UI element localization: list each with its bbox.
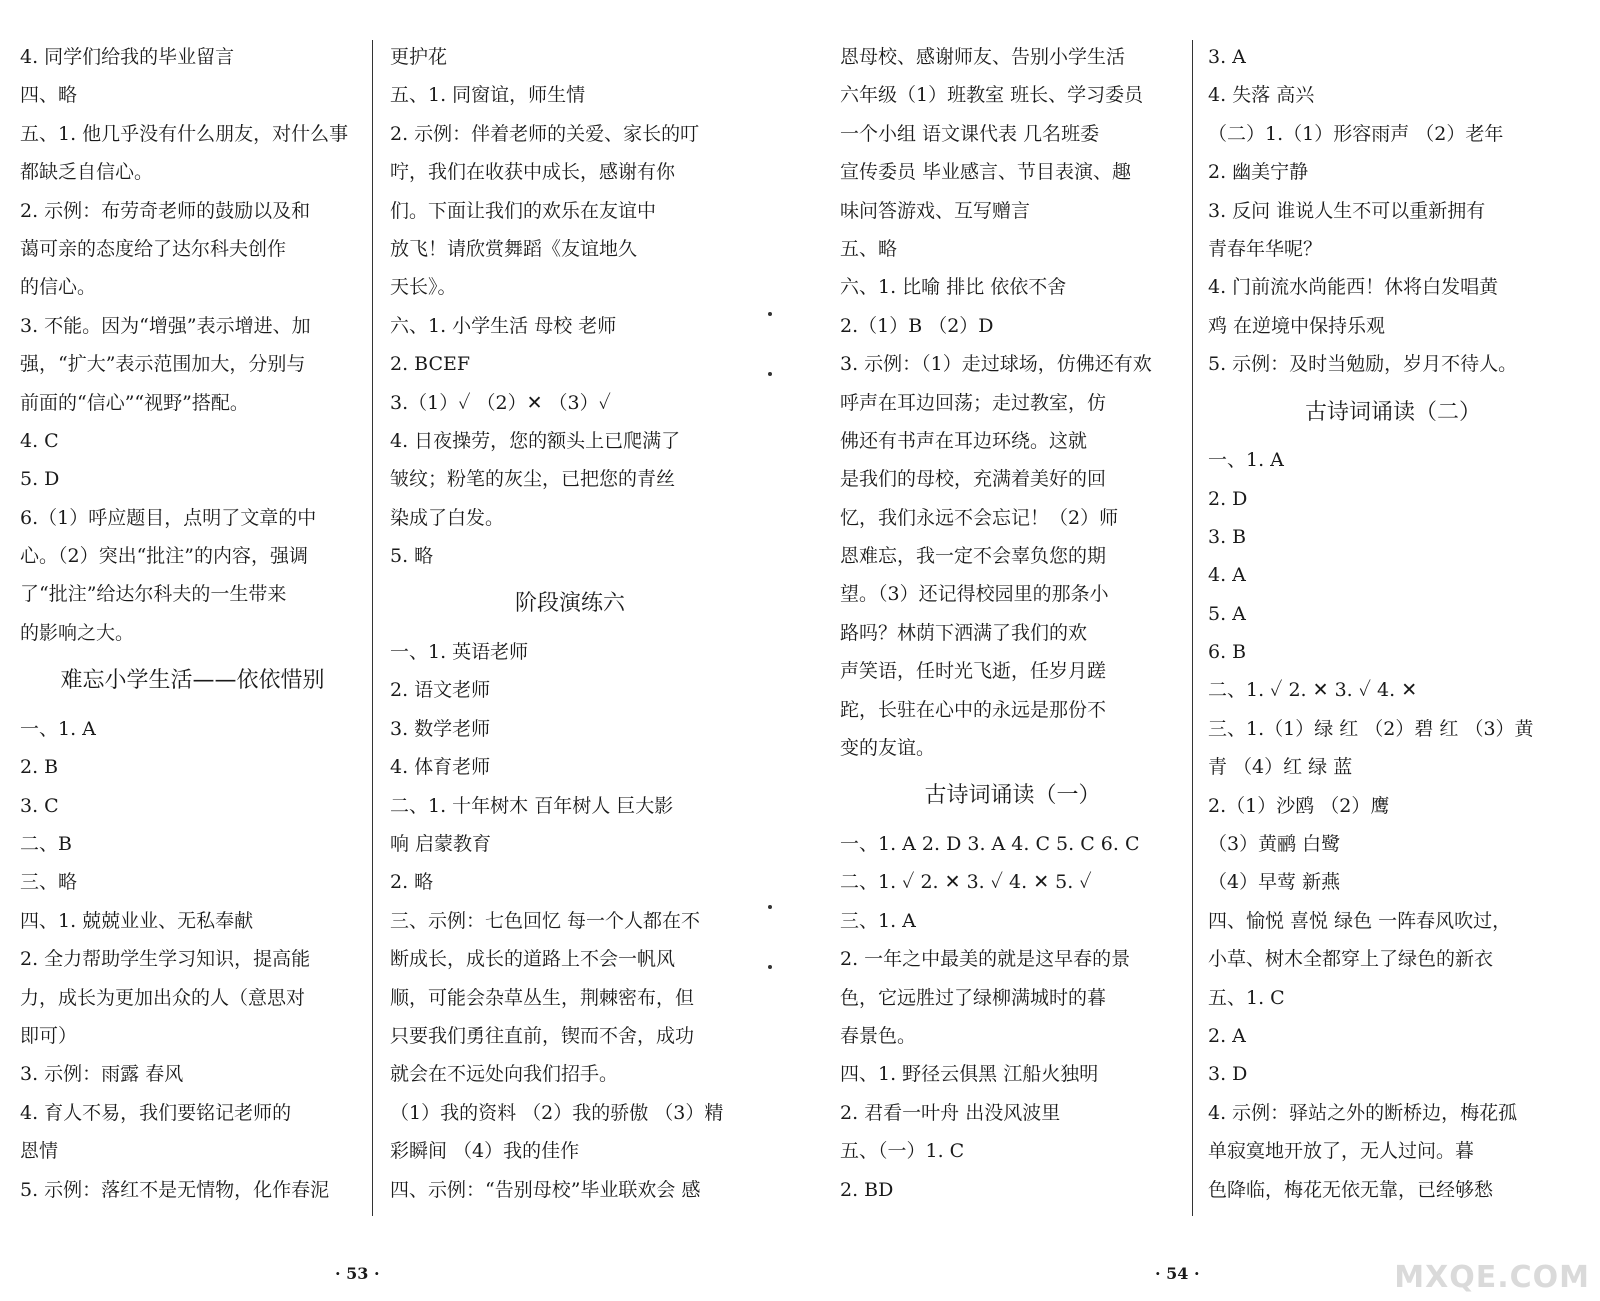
binding-dot (768, 372, 772, 376)
answer-line: 染成了白发。 (390, 506, 505, 529)
answer-line: 二、1. 十年树木 百年树人 巨大影 (390, 794, 674, 817)
answer-line: 蔼可亲的态度给了达尔科夫创作 (20, 237, 287, 260)
answer-line: 五、1. 同窗谊，师生情 (390, 84, 586, 107)
section-heading: 难忘小学生活——依依惜别 (60, 668, 325, 694)
answer-line: 6.（1）呼应题目，点明了文章的中 (20, 506, 317, 529)
answer-line: 五、1. C (1208, 986, 1285, 1009)
answer-line: 一、1. A 2. D 3. A 4. C 5. C 6. C (840, 833, 1140, 856)
answer-line: 3. 示例：（1）走过球场，仿佛还有欢 (840, 353, 1152, 376)
answer-line: 2. B (20, 756, 59, 779)
answer-line: 四、1. 野径云俱黑 江船火独明 (840, 1063, 1099, 1086)
answer-line: 3. 数学老师 (390, 717, 491, 740)
answer-line: 2. BD (840, 1178, 894, 1201)
answer-line: 只要我们勇往直前，锲而不舍，成功 (390, 1024, 695, 1047)
answer-line: 5. D (20, 468, 60, 491)
answer-line: 皱纹；粉笔的灰尘，已把您的青丝 (390, 468, 676, 491)
answer-line: 更护花 (390, 46, 448, 68)
answer-line: 放飞！请欣赏舞蹈《友谊地久 (390, 237, 638, 260)
answer-line: 天长》。 (390, 276, 457, 299)
answer-line: 2. 示例：布劳奇老师的鼓励以及和 (20, 199, 311, 222)
answer-line: 一、1. A (1208, 449, 1284, 472)
answer-line: 2. 一年之中最美的就是这早春的景 (840, 948, 1131, 971)
answer-line: 一、1. A (20, 717, 96, 740)
answer-line: （4）早莺 新燕 (1208, 871, 1341, 894)
answer-line: 小草、树木全都穿上了绿色的新衣 (1208, 948, 1494, 971)
answer-line: 3. A (1208, 46, 1246, 68)
answer-line: 四、愉悦 喜悦 绿色 一阵春风吹过， (1208, 909, 1512, 932)
watermark: MXQE.COM (1394, 1260, 1590, 1295)
answer-line: 的信心。 (20, 276, 97, 299)
answer-line: 2. D (1208, 487, 1248, 510)
answer-line: 2. 君看一叶舟 出没风波里 (840, 1101, 1061, 1124)
answer-line: 二、1. ✓ 2. ✕ 3. ✓ 4. ✕ (1208, 679, 1418, 702)
binding-dot (768, 965, 772, 969)
answer-line: 恩难忘，我一定不会辜负您的期 (840, 545, 1107, 568)
answer-line: 五、1. 他几乎没有什么朋友，对什么事 (20, 122, 349, 145)
answer-line: 5. 示例：及时当勉励，岁月不待人。 (1208, 353, 1518, 376)
answer-line: 的影响之大。 (20, 621, 135, 644)
answer-line: 五、（一）1. C (840, 1140, 965, 1163)
answer-line: 忆，我们永远不会忘记！（2）师 (840, 506, 1119, 529)
answer-line: 力，成长为更加出众的人（意思对 (20, 986, 306, 1009)
section-heading: 古诗词诵读（二） (1304, 399, 1481, 425)
column-divider (1192, 40, 1193, 1216)
answer-line: 四、示例：“告别母校”毕业联欢会 感 (390, 1178, 701, 1201)
answer-line: 4. 门前流水尚能西！休将白发唱黄 (1208, 276, 1499, 299)
answer-line: （3）黄鹂 白鹭 (1208, 833, 1341, 856)
answer-line: 2.（1）沙鸥 （2）鹰 (1208, 794, 1390, 817)
answer-line: 心。（2）突出“批注”的内容，强调 (20, 545, 309, 568)
answer-line: 4. 育人不易，我们要铭记老师的 (20, 1101, 292, 1124)
column-right-2 (1208, 38, 1578, 1241)
answer-line: 变的友谊。 (840, 737, 936, 760)
answer-line: 了“批注”给达尔科夫的一生带来 (20, 583, 287, 606)
section-heading: 阶段演练六 (514, 591, 625, 617)
column-divider (372, 40, 373, 1216)
answer-line: 4. 同学们给我的毕业留言 (20, 46, 235, 68)
column-left-2 (390, 38, 750, 1241)
answer-line: 五、略 (840, 237, 898, 260)
column-right-1 (840, 38, 1185, 1241)
answer-line: 3. C (20, 794, 59, 817)
answer-line: 都缺乏自信心。 (20, 161, 154, 184)
answer-line: 3. 反问 谁说人生不可以重新拥有 (1208, 199, 1486, 222)
answer-line: 4. 失落 高兴 (1208, 84, 1315, 107)
answer-line: 顺，可能会杂草丛生，荆棘密布，但 (390, 986, 695, 1009)
answer-line: 一、1. 英语老师 (390, 641, 529, 664)
answer-line: 呼声在耳边回荡；走过教室，仿 (840, 391, 1107, 414)
answer-line: 2. 示例：伴着老师的关爱、家长的叮 (390, 122, 700, 145)
answer-line: 2. 全力帮助学生学习知识，提高能 (20, 948, 311, 971)
answer-line: 鸡 在逆境中保持乐观 (1208, 314, 1386, 337)
answer-line: 强，“扩大”表示范围加大，分别与 (20, 353, 306, 376)
answer-line: 三、略 (20, 871, 78, 894)
answer-line: （二）1.（1）形容雨声 （2）老年 (1208, 122, 1504, 145)
answer-line: 青春年华呢？ (1208, 237, 1323, 260)
binding-dot (768, 905, 772, 909)
answer-line: 响 启蒙教育 (390, 833, 492, 856)
answer-line: 声笑语，任时光飞逝，任岁月蹉 (840, 660, 1107, 683)
answer-line: 咛，我们在收获中成长，感谢有你 (390, 161, 676, 184)
page-number: · 54 · (1155, 1264, 1200, 1283)
answer-line: 2. 语文老师 (390, 679, 491, 702)
answer-line: 2. 略 (390, 871, 434, 894)
answer-line: 2.（1）B （2）D (840, 314, 994, 337)
answer-line: 路吗？林荫下洒满了我们的欢 (840, 621, 1088, 644)
answer-line: 青 （4）红 绿 蓝 (1208, 756, 1353, 779)
page-54 (805, 0, 1600, 1301)
answer-line: 六年级（1）班教室 班长、学习委员 (840, 84, 1144, 107)
answer-line: 彩瞬间 （4）我的佳作 (390, 1140, 580, 1163)
page-53 (0, 0, 790, 1301)
column-left-1 (20, 38, 365, 1241)
answer-line: 4. 体育老师 (390, 756, 491, 779)
answer-line: 春景色。 (840, 1024, 917, 1047)
answer-line: 4. A (1208, 564, 1246, 587)
answer-line: 跎，长驻在心中的永远是那份不 (840, 698, 1107, 721)
answer-line: 6. B (1208, 641, 1247, 664)
answer-line: 3.（1）✓ （2）✕ （3）✓ (390, 391, 611, 414)
answer-line: 一个小组 语文课代表 几名班委 (840, 122, 1100, 145)
answer-line: 恩母校、感谢师友、告别小学生活 (840, 46, 1126, 68)
answer-line: 3. 不能。因为“增强”表示增进、加 (20, 314, 311, 337)
answer-line: 宣传委员 毕业感言、节目表演、趣 (840, 161, 1132, 184)
answer-line: 2. 幽美宁静 (1208, 161, 1309, 184)
answer-line: 5. 略 (390, 545, 434, 568)
answer-line: 4. 日夜操劳，您的额头上已爬满了 (390, 429, 681, 452)
answer-line: 三、1. A (840, 909, 916, 932)
answer-line: 单寂寞地开放了，无人过问。暮 (1208, 1140, 1475, 1163)
answer-line: 前面的“信心”“视野”搭配。 (20, 391, 249, 414)
answer-line: 二、B (20, 833, 72, 856)
answer-line: 即可） (20, 1024, 78, 1047)
answer-line: 佛还有书声在耳边环绕。这就 (840, 429, 1088, 452)
answer-line: 2. A (1208, 1024, 1246, 1047)
answer-line: 3. B (1208, 525, 1247, 548)
answer-line: 恩情 (20, 1140, 59, 1163)
answer-line: 色降临，梅花无依无靠，已经够愁 (1208, 1178, 1494, 1201)
answer-line: 就会在不远处向我们招手。 (390, 1063, 619, 1086)
answer-line: 味问答游戏、互写赠言 (840, 199, 1031, 222)
answer-line: 三、1.（1）绿 红 （2）碧 红 （3）黄 (1208, 717, 1534, 740)
answer-line: 断成长，成长的道路上不会一帆风 (390, 948, 676, 971)
answer-line: 色，它远胜过了绿柳满城时的暮 (840, 986, 1107, 1009)
answer-line: 三、示例：七色回忆 每一个人都在不 (390, 909, 701, 932)
answer-line: 二、1. ✓ 2. ✕ 3. ✓ 4. ✕ 5. ✓ (840, 871, 1092, 894)
answer-line: 是我们的母校，充满着美好的回 (840, 468, 1107, 491)
answer-line: 六、1. 比喻 排比 依依不舍 (840, 276, 1067, 299)
answer-line: 2. BCEF (390, 353, 471, 376)
answer-line: 们。下面让我们的欢乐在友谊中 (390, 199, 657, 222)
answer-line: 4. C (20, 429, 59, 452)
binding-dot (768, 312, 772, 316)
answer-line: 六、1. 小学生活 母校 老师 (390, 314, 617, 337)
answer-line: 5. A (1208, 602, 1246, 625)
answer-line: 望。（3）还记得校园里的那条小 (840, 583, 1109, 606)
answer-line: 四、略 (20, 84, 78, 107)
answer-line: （1）我的资料 （2）我的骄傲 （3）精 (390, 1101, 724, 1124)
answer-line: 4. 示例：驿站之外的断桥边，梅花孤 (1208, 1101, 1518, 1124)
page-number: · 53 · (335, 1264, 380, 1283)
answer-line: 3. 示例：雨露 春风 (20, 1063, 184, 1086)
answer-line: 3. D (1208, 1063, 1248, 1086)
answer-line: 5. 示例：落红不是无情物，化作春泥 (20, 1178, 330, 1201)
section-heading: 古诗词诵读（一） (924, 783, 1101, 809)
answer-line: 四、1. 兢兢业业、无私奉献 (20, 909, 254, 932)
